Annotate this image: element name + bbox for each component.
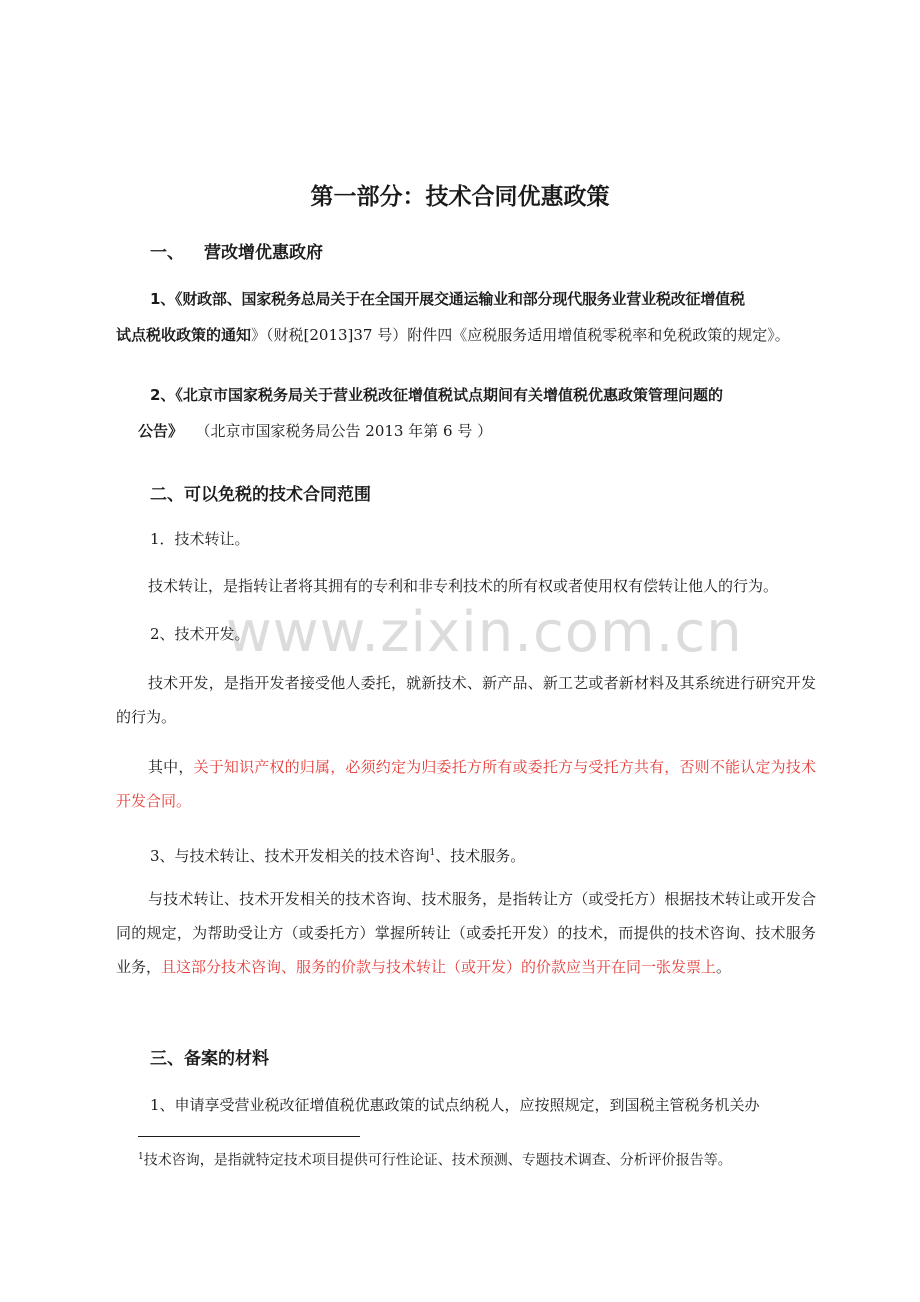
tech-consult-desc-red: 且这部分技术咨询、服务的价款与技术转让（或开发）的价款应当开在同一张发票上 [161, 958, 717, 976]
tech-dev-note-prefix: 其中， [148, 758, 194, 776]
footnote-mark: 1 [138, 1152, 144, 1162]
page-title: 第一部分：技术合同优惠政策 [310, 184, 610, 210]
tech-dev-note [116, 750, 816, 818]
policy-1-line-1: 1、《财政部、国家税务总局关于在全国开展交通运输业和部分现代服务业营业税改征增值税 [150, 290, 745, 308]
tech-dev-desc: 技术开发，是指开发者接受他人委托，就新技术、新产品、新工艺或者新材料及其系统进行研究开发的行为。 [116, 674, 816, 726]
tech-consult-desc [116, 882, 816, 984]
footnote [138, 1146, 798, 1172]
tech-consult-item-a: 3、与技术转让、技术开发相关的技术咨询 [150, 847, 430, 865]
tech-consult-item [150, 836, 525, 873]
tech-consult-item-b: 、技术服务。 [435, 847, 526, 865]
tech-dev-item: 2、技术开发。 [150, 625, 250, 643]
section-1-number: 一、 [150, 243, 184, 263]
policy-2-line-1: 2、《北京市国家税务局关于营业税改征增值税试点期间有关增值税优惠政策管理问题的 [150, 386, 723, 404]
footnote-text: 技术咨询，是指就特定技术项目提供可行性论证、技术预测、专题技术调查、分析评价报告等。 [143, 1152, 732, 1169]
footnote-divider [138, 1136, 360, 1137]
policy-2-line-2 [138, 414, 492, 448]
tech-consult-desc-end: 。 [716, 958, 732, 976]
footnote-ref[interactable]: 1 [429, 848, 436, 858]
tech-dev-note-red: 关于知识产权的归属，必须约定为归委托方所有或委托方与受托方共有，否则不能认定为技术开发合同。 [116, 758, 816, 810]
filing-item-1: 1、申请享受营业税改征增值税优惠政策的试点纳税人，应按照规定，到国税主管税务机关办 [150, 1096, 760, 1114]
policy-1-rest: 》（财税[2013]37 号）附件四《应税服务适用增值税零税率和免税政策的规定》。 [251, 326, 790, 344]
section-3-heading: 三、备案的材料 [150, 1049, 269, 1069]
tech-consult-desc-text: 与技术转让、技术开发相关的技术咨询、技术服务，是指转让方（或受托方）根据技术转让或开发合同的规定，为帮助受让方（或委托方）掌握所转让（或委托开发）的技术，而提供的技术咨询、技术服务业务， [116, 890, 816, 976]
policy-2-rest: （北京市国家税务局公告 2013 年第 6 号 ） [203, 422, 493, 440]
policy-1-bold: 试点税收政策的通知 [116, 326, 252, 344]
section-2-heading: 二、可以免税的技术合同范围 [150, 485, 371, 505]
section-1-heading: 营改增优惠政府 [204, 243, 323, 263]
policy-2-bold: 公告》 [138, 422, 184, 440]
tech-transfer-item: 1．技术转让。 [150, 530, 250, 548]
watermark: www.zixin.com.cn [226, 600, 743, 665]
tech-transfer-desc: 技术转让，是指转让者将其拥有的专利和非专利技术的所有权或者使用权有偿转让他人的行为。 [148, 577, 779, 595]
policy-1-line-2 [116, 318, 790, 352]
